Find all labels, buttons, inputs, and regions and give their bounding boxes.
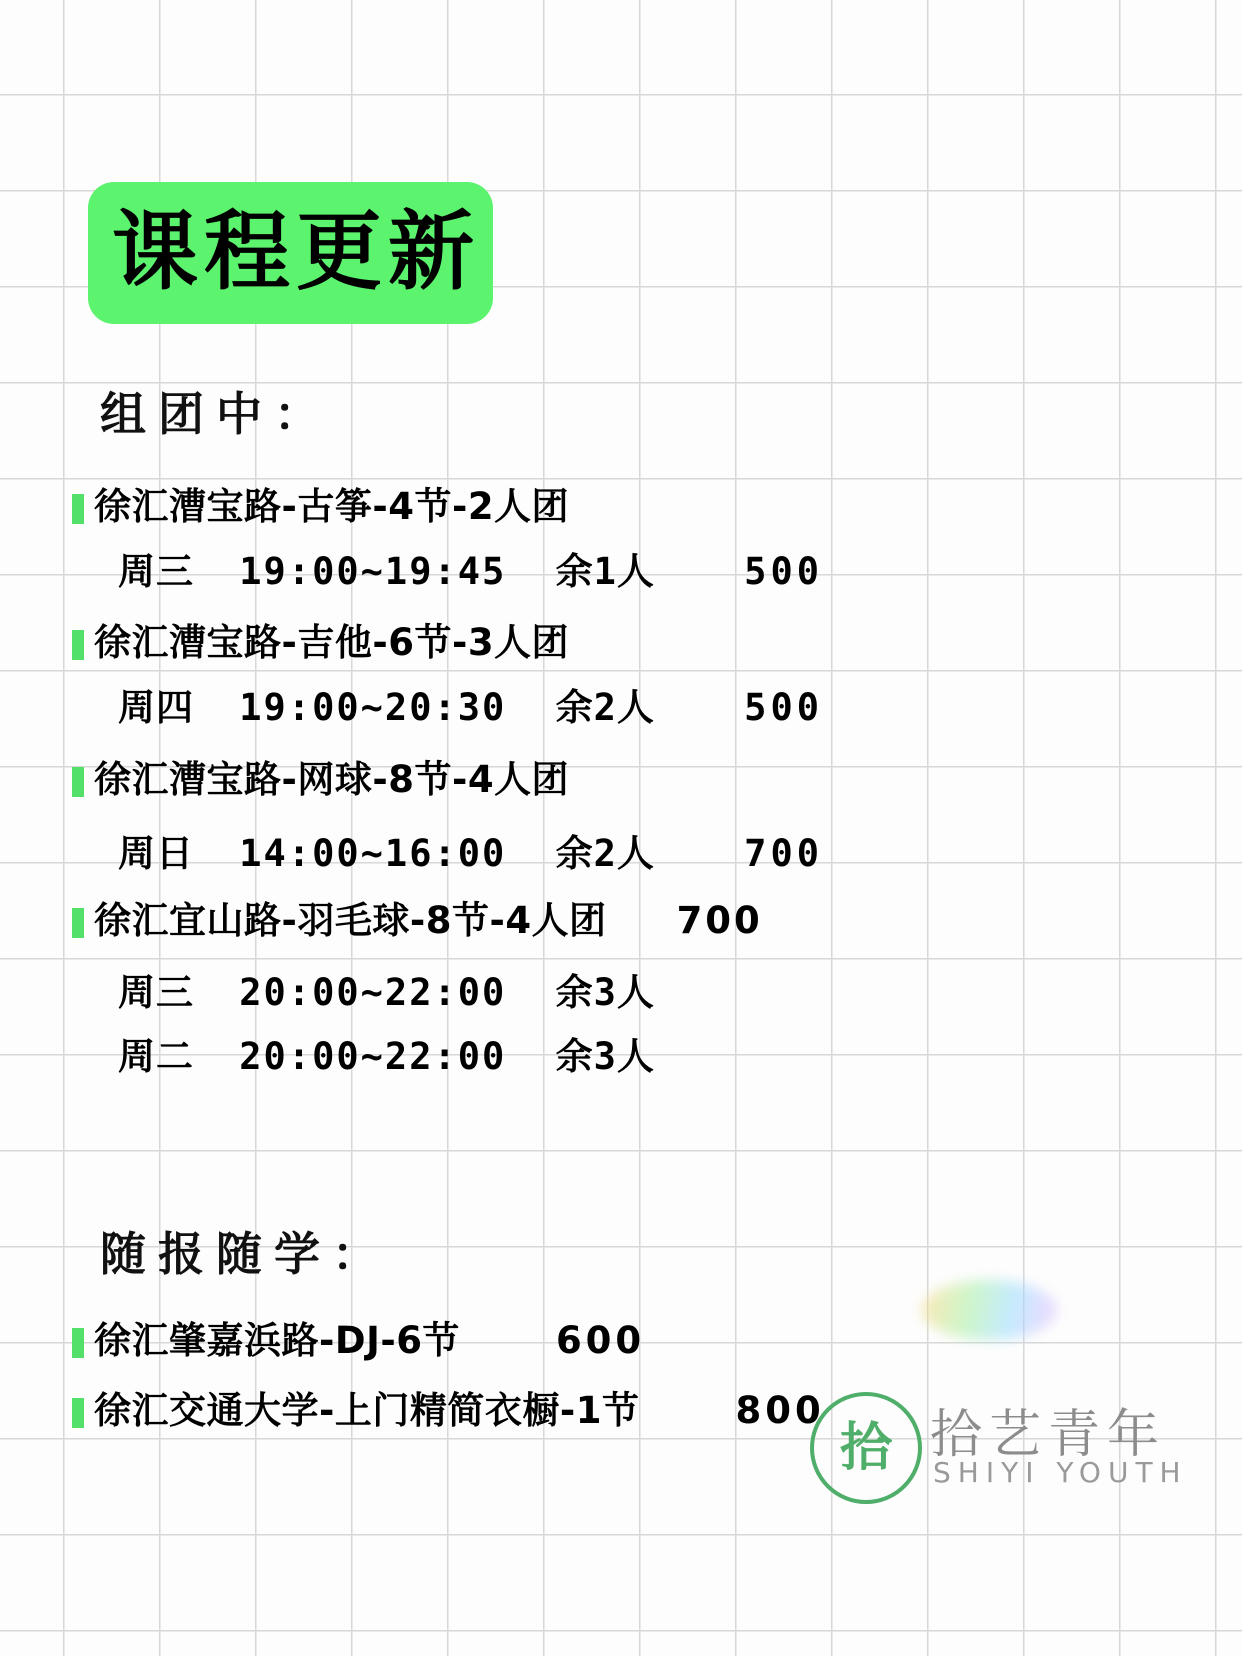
schedule-day: 周二 [118,1035,194,1078]
schedule-price: 500 [744,550,823,593]
list-item [72,1388,825,1434]
course-title: 徐汇漕宝路-吉他-6节-3人团 [94,621,570,664]
bullet-icon [72,908,84,938]
section-heading-group: 组团中： [100,387,332,441]
brand-name-cn: 拾艺青年 [930,1405,1167,1465]
schedule-day: 周四 [118,686,194,729]
course-schedule-row [118,970,655,1016]
brand-logo-icon [810,1392,922,1504]
bullet-icon [72,767,84,797]
course-title: 徐汇交通大学-上门精简衣橱-1节 [94,1389,640,1432]
course-title: 徐汇漕宝路-古筝-4节-2人团 [94,485,570,528]
schedule-seats: 余1人 [555,550,655,593]
list-item [72,757,569,803]
bullet-icon [72,1398,84,1428]
schedule-time: 14:00~16:00 [239,832,507,875]
schedule-seats: 余2人 [555,686,655,729]
schedule-price: 500 [744,686,823,729]
brand-watermark [800,1280,1188,1530]
list-item [72,1318,645,1364]
rainbow-icon [922,1280,1057,1340]
brand-name-en: SHIYI YOUTH [933,1456,1188,1489]
course-title: 徐汇肇嘉浜路-DJ-6节 [94,1319,460,1362]
schedule-seats: 余3人 [555,1035,655,1078]
course-schedule-row [118,831,823,877]
list-item [72,620,569,666]
schedule-time: 19:00~20:30 [239,686,507,729]
bullet-icon [72,630,84,660]
section-heading-dropin: 随报随学： [100,1227,390,1281]
schedule-time: 20:00~22:00 [239,971,507,1014]
list-item [72,898,763,944]
schedule-seats: 余2人 [555,832,655,875]
course-price: 600 [555,1319,646,1362]
course-schedule-row [118,549,823,595]
schedule-day: 周三 [118,550,194,593]
list-item [72,484,569,530]
brand-logo-glyph: 拾 [839,1418,892,1478]
page-title: 课程更新 [112,202,480,302]
schedule-day: 周日 [118,832,194,875]
bullet-icon [72,494,84,524]
schedule-time: 20:00~22:00 [239,1035,507,1078]
schedule-day: 周三 [118,971,194,1014]
course-schedule-row [118,685,823,731]
bullet-icon [72,1328,84,1358]
course-title: 徐汇宜山路-羽毛球-8节-4人团 [94,899,607,942]
course-schedule-row [118,1034,655,1080]
course-price: 800 [735,1389,825,1432]
schedule-price: 700 [744,832,823,875]
schedule-seats: 余3人 [555,971,655,1014]
course-title: 徐汇漕宝路-网球-8节-4人团 [94,758,570,801]
schedule-time: 19:00~19:45 [239,550,507,593]
course-price: 700 [676,899,763,942]
